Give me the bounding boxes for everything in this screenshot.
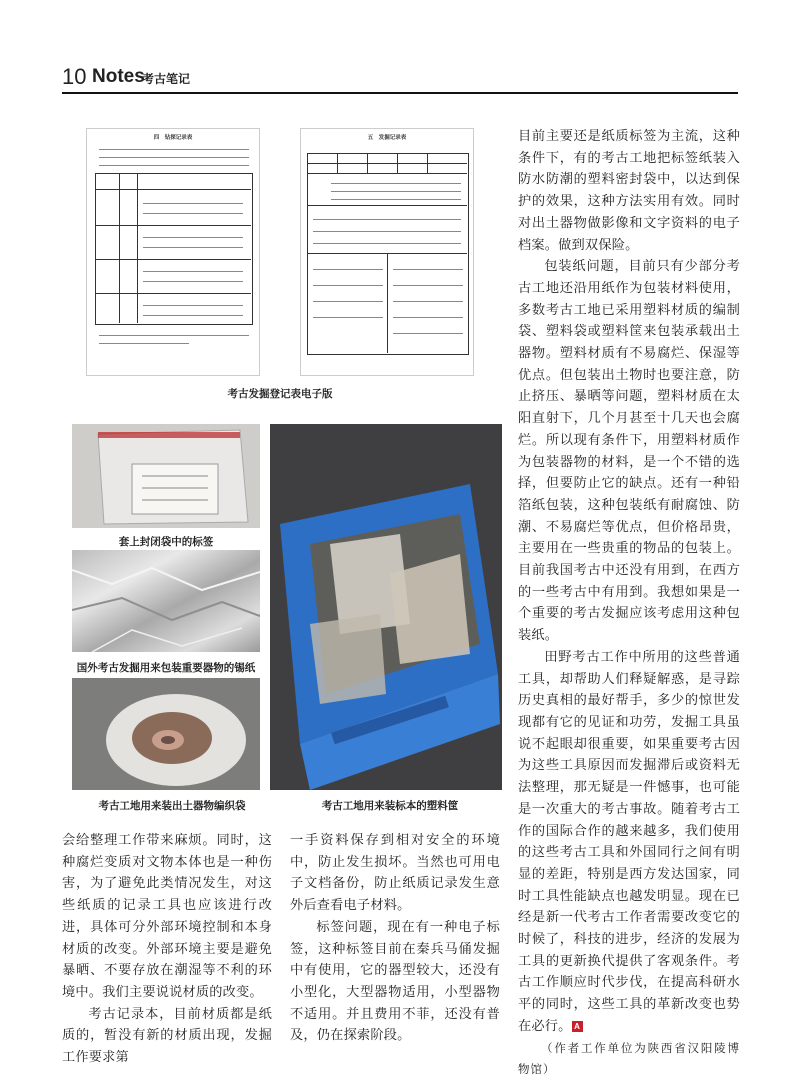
form-title: 五 发掘记录表 xyxy=(367,135,407,141)
bottom-middle-column xyxy=(290,830,500,1047)
crate-caption: 考古工地用来装标本的塑料筐 xyxy=(321,800,459,812)
section-title-en: Notes xyxy=(92,66,145,87)
end-mark-icon: A xyxy=(572,1021,583,1032)
foil-photo xyxy=(72,550,260,652)
bag-caption: 套上封闭袋中的标签 xyxy=(118,536,214,548)
woven-sack-photo xyxy=(72,678,260,790)
foil-caption: 国外考古发掘用来包装重要器物的锡纸 xyxy=(76,662,256,674)
paragraph: 标签问题，现在有一种电子标签，这种标签目前在秦兵马俑发掘中有使用，它的器型较大，还没有小型化，大型器物适用，小型器物不适用。并且费用不菲，还没有普及，仍在探索阶段。 xyxy=(290,919,500,1044)
paragraph-text: 田野考古工作中所用的这些普通工具，却帮助人们释疑解惑，是寻踪历史真相的最好帮手，多少的惊世发现都有它的见证和功劳，发掘工具虽说不起眼却很重要，如果重要考古因为这些工具原因而发掘滞后或资料无法整理，那无疑是一件憾事，也可能是一次重大的考古事故。随着考古工作的国际合作的越来越多，我们使用的这些考古工具和外国同行之间有明显的差距，特别是西方发达国家，同时工具性能缺点也越发明显。现在已经是新一代考古工作者需要改变它的时候了，科技的进步，经济的发展为工具的更新换代提供了客观条件。考古工作顺应时代步伐，在提高科研水平的同时，这些工具的革新改变也势在必行。 xyxy=(518,649,740,1034)
excavation-record-form xyxy=(300,128,474,376)
section-title-cn: 考古笔记 xyxy=(142,72,191,86)
woven-sack-image xyxy=(72,678,260,790)
sealed-bag-photo xyxy=(72,424,260,528)
author-note: （作者工作单位为陕西省汉阳陵博物馆） xyxy=(518,1040,740,1077)
form-caption: 考古发掘登记表电子版 xyxy=(227,388,333,400)
paragraph: 目前主要还是纸质标签为主流，这种条件下，有的考古工地把标签纸装入防水防潮的塑料密封袋中，以达到保护的效果，这种方法实用有效。同时对出土器物做影像和文字资料的电子档案。做到双保险。 xyxy=(518,129,740,253)
paragraph: 一手资料保存到相对安全的环境中，防止发生损坏。当然也可用电子文档备份，防止纸质记录发生意外后查看电子材料。 xyxy=(290,833,500,914)
plastic-crate-photo xyxy=(270,424,502,790)
bottom-left-column xyxy=(62,830,272,1069)
plastic-crate-image xyxy=(270,424,502,790)
right-column xyxy=(518,126,740,1081)
sealed-bag-image xyxy=(72,424,260,528)
form-title: 四 钻探记录表 xyxy=(153,135,193,141)
drilling-record-form xyxy=(86,128,260,376)
header-rule xyxy=(62,92,738,94)
paragraph: 考古记录本，目前材质都是纸质的，暂没有新的材质出现，发掘工作要求第 xyxy=(62,1006,272,1066)
sack-caption: 考古工地用来装出土器物编织袋 xyxy=(98,800,246,812)
page-number: 10 xyxy=(62,64,87,89)
paragraph: 会给整理工作带来麻烦。同时，这种腐烂变质对文物本体也是一种伤害，为了避免此类情况发生，对这些纸质的记录工具也应该进行改进，具体可分外部环境控制和本身材质的改变。外部环境主要是避免暴晒、不要存放在潮湿等不利的环境中。我们主要说说材质的改变。 xyxy=(62,833,272,1000)
paragraph: 包装纸问题，目前只有少部分考古工地还沿用纸作为包装材料使用，多数考古工地已采用塑料材质的编制袋、塑料袋或塑料筐来包装承载出土器物。塑料材质有不易腐烂、保湿等优点。但包装出土物时也要注意，防止挤压、暴晒等问题，塑料材质在太阳直射下，几个月甚至十几天也会腐烂。所以现有条件下，用塑料材质作为包装器物的材料，是一个不错的选择，但要防止它的缺点。还有一种铅箔纸包装，这种包装纸有耐腐蚀、防潮、不易腐烂等优点，但价格昂贵，主要用在一些贵重的物品的包装上。目前我国考古中还没有用到，在西方的一些考古中有用到。我想如果是一个重要的考古发掘应该考虑用这种包装纸。 xyxy=(518,259,740,644)
foil-image xyxy=(72,550,260,652)
paragraph xyxy=(518,647,740,1038)
